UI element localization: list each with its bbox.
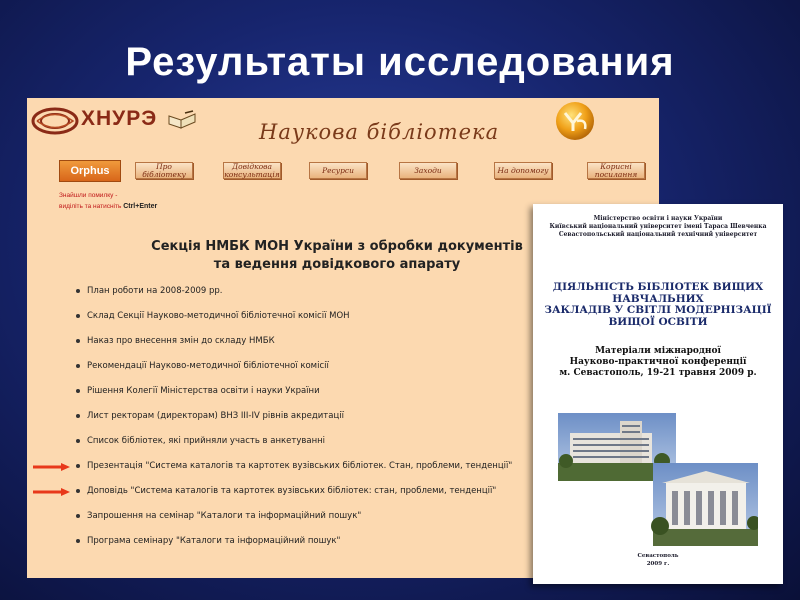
document-link[interactable]: Склад Секції Науково-методичної бібліотечної комісії МОН <box>75 311 535 336</box>
arrow-right-icon <box>33 488 71 496</box>
library-title: Наукова бібліотека <box>259 120 500 144</box>
orphus-button[interactable]: Orphus <box>59 160 121 182</box>
document-link[interactable]: Запрошення на семінар "Каталоги та інформаційний пошук" <box>75 511 535 536</box>
section-title <box>87 238 587 274</box>
brochure-subtitle <box>533 346 783 379</box>
section-title-line-2: та ведення довідкового апарату <box>213 257 461 272</box>
document-link[interactable]: Список бібліотек, які прийняли участь в анкетуванні <box>75 436 535 461</box>
building-photo-image <box>558 411 758 546</box>
nav-help[interactable]: На допомогу <box>494 162 552 179</box>
hint-line-2: виділіть та натисніть Ctrl+Enter <box>59 203 158 210</box>
emblem-icon <box>555 101 595 141</box>
site-header <box>27 98 659 158</box>
brochure-subtitle-line: м. Севастополь, 19-21 травня 2009 р. <box>559 368 757 378</box>
brochure-title-line: ЗАКЛАДІВ У СВІТЛІ МОДЕРНІЗАЦІЇ <box>544 304 772 316</box>
nav-resources[interactable]: Ресурси <box>309 162 367 179</box>
document-link[interactable]: Програма семінару "Каталоги та інформаційний пошук" <box>75 536 535 561</box>
document-link[interactable]: Рішення Колегії Міністерства освіти і науки України <box>75 386 535 411</box>
brochure-ministry-line: Міністерство освіти і науки України <box>593 215 723 222</box>
brochure-imprint <box>533 552 783 568</box>
nav-links[interactable]: Корисні посилання <box>587 162 645 179</box>
hint-line-1: Знайшли помилку - <box>59 192 118 199</box>
university-logo-icon[interactable] <box>31 106 79 136</box>
site-nav <box>27 160 659 184</box>
hint-keys: Ctrl+Enter <box>123 203 158 210</box>
open-book-icon <box>167 110 197 130</box>
brochure-title-line: НАВЧАЛЬНИХ <box>612 292 704 305</box>
slide-title: Результаты исследования <box>125 40 675 84</box>
brochure-city: Севастополь <box>637 553 679 559</box>
document-list <box>75 286 535 561</box>
document-link-presentation[interactable]: Презентація "Система каталогів та картотек вузівських бібліотек. Стан, проблеми, тенденції" <box>75 461 535 486</box>
arrow-right-icon <box>33 463 71 471</box>
brochure-subtitle-line: Матеріали міжнародної <box>595 346 721 356</box>
brochure-ministry-line: Севастопольський національний технічний університет <box>558 231 758 238</box>
nav-reference[interactable]: Довідкова консультація <box>224 162 280 179</box>
nav-events[interactable]: Заходи <box>399 162 457 179</box>
nav-about[interactable]: Про бібліотеку <box>135 162 193 179</box>
brochure-ministry-line: Київський національний університет імені Тараса Шевченка <box>549 223 767 230</box>
document-link[interactable]: Наказ про внесення змін до складу НМБК <box>75 336 535 361</box>
document-link[interactable]: План роботи на 2008-2009 рр. <box>75 286 535 311</box>
section-title-line-1: Секція НМБК МОН України з обробки документів <box>151 239 523 254</box>
document-link[interactable]: Рекомендації Науково-методичної бібліотечної комісії <box>75 361 535 386</box>
document-link[interactable]: Лист ректорам (директорам) ВНЗ III-IV рівнів акредитації <box>75 411 535 436</box>
brochure-title <box>543 282 773 328</box>
conference-brochure <box>533 204 783 584</box>
brochure-title-line: ВИЩОЇ ОСВІТИ <box>608 315 708 328</box>
brochure-year: 2009 г. <box>646 561 670 567</box>
brochure-subtitle-line: Науково-практичної конференції <box>569 357 747 367</box>
logo-text[interactable]: ХНУРЭ <box>81 107 158 130</box>
brochure-ministry <box>533 215 783 239</box>
document-link-report[interactable]: Доповідь "Система каталогів та картотек вузівських бібліотек: стан, проблеми, тенденції" <box>75 486 535 511</box>
error-report-hint <box>59 190 157 212</box>
brochure-title-line: ДІЯЛЬНІСТЬ БІБЛІОТЕК ВИЩИХ <box>552 281 764 293</box>
